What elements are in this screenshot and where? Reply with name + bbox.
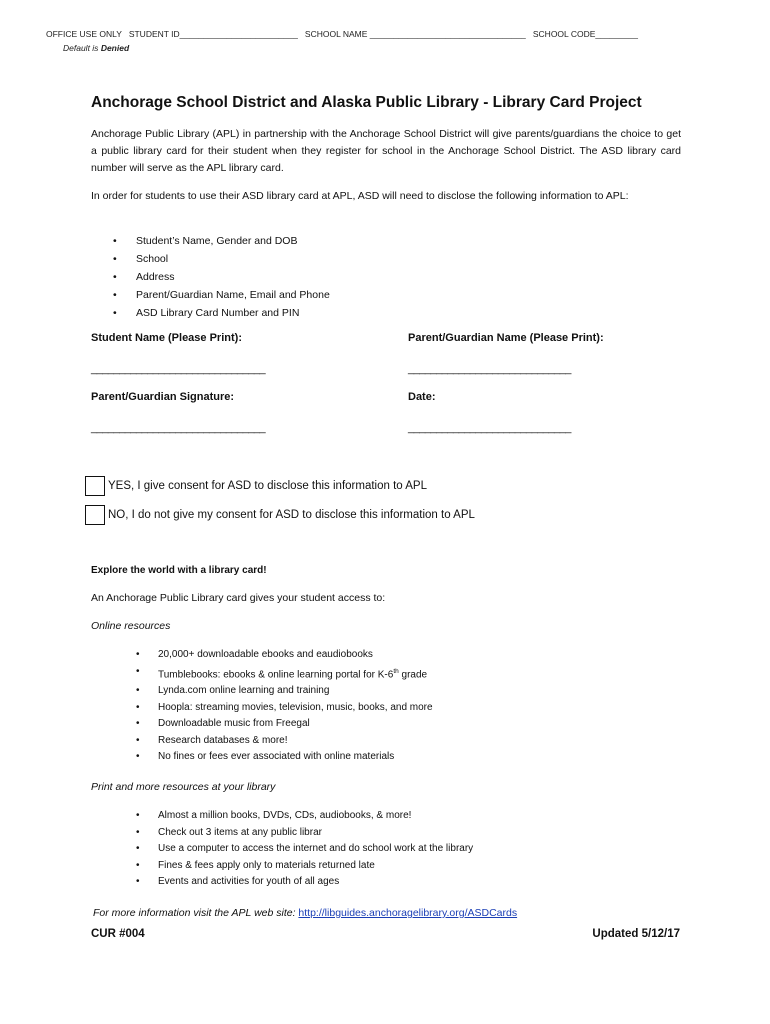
list-item: • Lynda.com online learning and training (114, 683, 433, 700)
list-item: • Downloadable music from Freegal (114, 716, 433, 733)
guardian-signature-field[interactable]: _______________________________ (91, 422, 266, 434)
online-resources-list (114, 647, 433, 766)
list-item: • ASD Library Card Number and PIN (91, 304, 330, 322)
grade-superscript: th (393, 667, 399, 675)
list-item: • Fines & fees apply only to materials returned late (114, 858, 473, 875)
disclosure-paragraph: In order for students to use their ASD library card at APL, ASD will need to disclose the following information to APL: (91, 190, 629, 202)
guardian-name-field[interactable]: _____________________________ (408, 363, 571, 375)
page-title: Anchorage School District and Alaska Public Library - Library Card Project (91, 94, 642, 111)
student-name-field[interactable]: _______________________________ (91, 363, 266, 375)
list-item: • Check out 3 items at any public librar (114, 825, 473, 842)
apl-website-link[interactable]: http://libguides.anchoragelibrary.org/ASDCards (298, 907, 518, 919)
consent-yes-checkbox[interactable] (85, 476, 105, 496)
list-item (114, 664, 433, 684)
default-prefix: Default is (63, 43, 99, 53)
consent-no-label: NO, I do not give my consent for ASD to disclose this information to APL (108, 509, 475, 521)
guardian-name-label: Parent/Guardian Name (Please Print): (408, 332, 604, 344)
online-resources-heading: Online resources (91, 620, 171, 632)
date-field[interactable]: _____________________________ (408, 422, 571, 434)
updated-date: Updated 5/12/17 (592, 928, 680, 940)
date-label: Date: (408, 391, 436, 403)
disclosure-list (91, 232, 330, 322)
intro-paragraph: Anchorage Public Library (APL) in partnership with the Anchorage School District will give parents/guardians the choice to get a public library card for their student when they register for school in the Anchorage School District. The ASD library card number will serve as the APL library card. (91, 128, 681, 174)
tumblebooks-text: Tumblebooks: ebooks & online learning portal for K-6 (158, 668, 394, 680)
grade-suffix: grade (398, 668, 428, 680)
guardian-signature-label: Parent/Guardian Signature: (91, 391, 235, 403)
more-info-line (93, 907, 517, 919)
list-item: • Student’s Name, Gender and DOB (91, 232, 330, 250)
print-resources-heading: Print and more resources at your library (91, 781, 276, 793)
consent-no-checkbox[interactable] (85, 505, 105, 525)
consent-yes-label: YES, I give consent for ASD to disclose this information to APL (108, 480, 427, 492)
office-use-only-line: OFFICE USE ONLY STUDENT ID_________________________ SCHOOL NAME _________________________________ SCHOOL CODE_________ (46, 29, 638, 39)
student-name-label: Student Name (Please Print): (91, 332, 242, 344)
print-resources-list (114, 808, 473, 891)
default-value: Denied (100, 43, 130, 53)
list-item: • Almost a million books, DVDs, CDs, audiobooks, & more! (114, 808, 473, 825)
default-denied-note (63, 43, 129, 53)
list-item: • Research databases & more! (114, 733, 433, 750)
list-item: • 20,000+ downloadable ebooks and eaudiobooks (114, 647, 433, 664)
list-item: • Hoopla: streaming movies, television, music, books, and more (114, 700, 433, 717)
list-item: • Events and activities for youth of all ages (114, 874, 473, 891)
more-info-text: For more information visit the APL web site: (93, 907, 299, 919)
explore-heading: Explore the world with a library card! (91, 565, 267, 576)
document-code: CUR #004 (91, 928, 145, 940)
list-item: • Address (91, 268, 330, 286)
list-item: • Parent/Guardian Name, Email and Phone (91, 286, 330, 304)
access-intro: An Anchorage Public Library card gives your student access to: (91, 592, 386, 604)
list-item: • Use a computer to access the internet and do school work at the library (114, 841, 473, 858)
list-item: • School (91, 250, 330, 268)
list-item: • No fines or fees ever associated with online materials (114, 749, 433, 766)
